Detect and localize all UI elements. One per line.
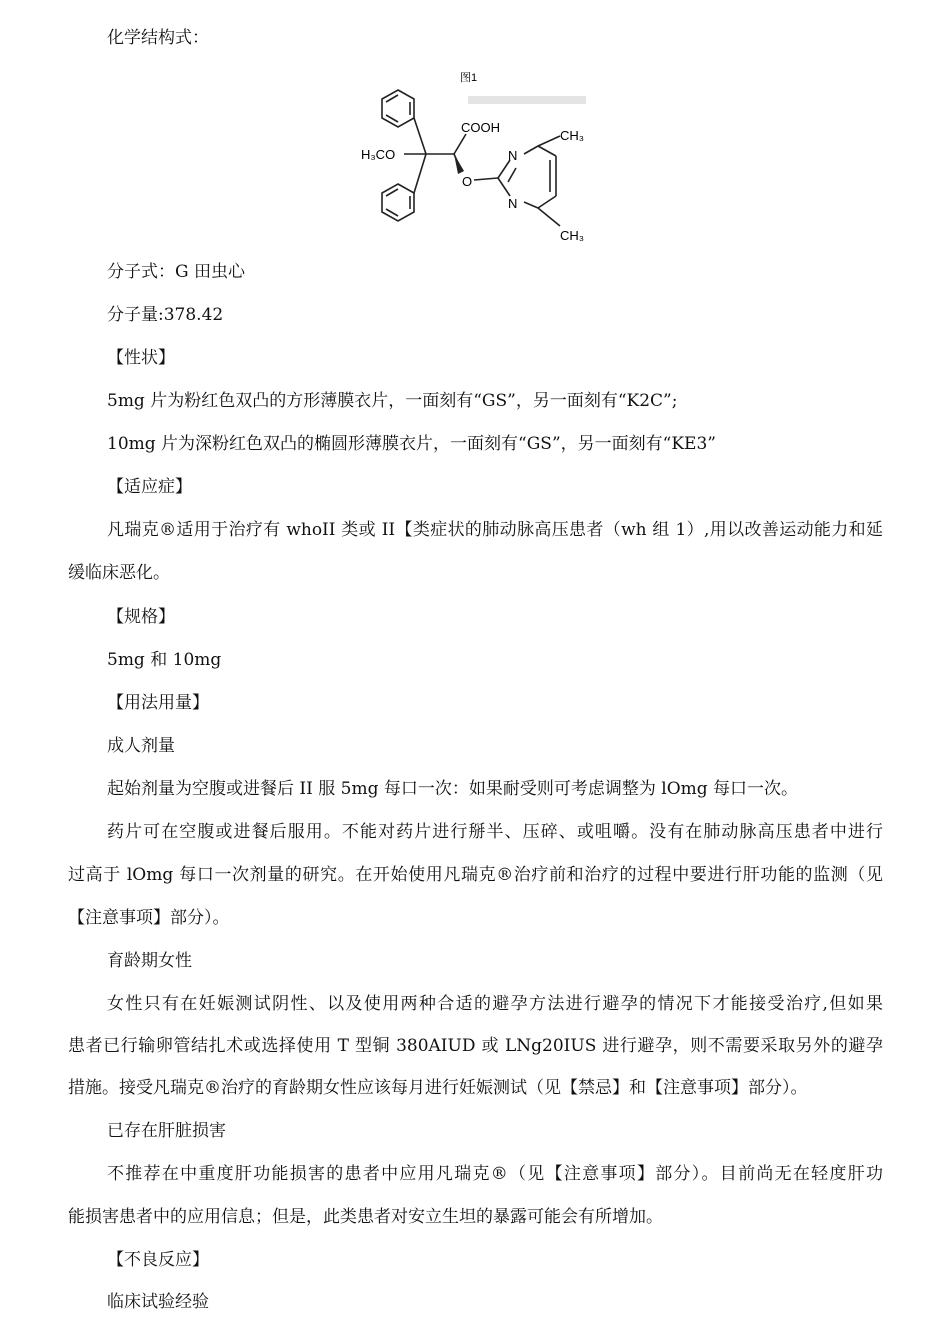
nitrogen-label-bottom: N bbox=[508, 196, 518, 211]
adult-dose-line-4: 【注意事项】部分）。 bbox=[68, 908, 230, 928]
molecular-weight: 分子量:378.42 bbox=[107, 305, 224, 325]
section-heading-adverse-reactions: 【不良反应】 bbox=[107, 1250, 209, 1270]
subheading-adult-dose: 成人剂量 bbox=[107, 736, 175, 756]
women-line-1: 女性只有在妊娠测试阴性、以及使用两种合适的避孕方法进行避孕的情况下才能接受治疗,但如果 bbox=[107, 994, 883, 1014]
chemical-structure-figure bbox=[358, 68, 590, 250]
specification-value: 5mg 和 10mg bbox=[107, 650, 222, 670]
section-heading-specification: 【规格】 bbox=[107, 607, 175, 627]
women-line-2: 患者已行输卵管结扎术或选择使用 T 型铜 380AIUD 或 LNg20IUS 进行避孕，则不需要采取另外的避孕 bbox=[68, 1036, 883, 1056]
methyl-label-top: CH₃ bbox=[560, 128, 585, 143]
molecule-bonds bbox=[382, 90, 560, 226]
liver-line-2: 能损害患者中的应用信息；但是，此类患者对安立生坦的暴露可能会有所增加。 bbox=[68, 1207, 663, 1227]
subheading-women-childbearing: 育龄期女性 bbox=[107, 951, 192, 971]
cooh-label: COOH bbox=[461, 120, 500, 135]
subheading-liver-impairment: 已存在肝脏损害 bbox=[107, 1121, 226, 1141]
women-line-3: 措施。接受凡瑞克®治疗的育龄期女性应该每月进行妊娠测试（见【禁忌】和【注意事项】部分）。 bbox=[68, 1078, 808, 1098]
indications-line-2: 缓临床恶化。 bbox=[68, 563, 170, 583]
nitrogen-label-top: N bbox=[508, 148, 518, 163]
chemical-structure-drawing bbox=[358, 68, 590, 250]
methyl-label-bottom: CH₃ bbox=[560, 228, 585, 243]
properties-10mg: 10mg 片为深粉红色双凸的椭圆形薄膜衣片，一面刻有“GS”，另一面刻有“KE3” bbox=[107, 434, 716, 454]
adult-dose-line-2: 药片可在空腹或进餐后服用。不能对药片进行掰半、压碎、或咀嚼。没有在肺动脉高压患者中进行 bbox=[107, 822, 883, 842]
section-heading-indications: 【适应症】 bbox=[107, 477, 192, 497]
indications-line-1: 凡瑞克®适用于治疗有 whoII 类或 II【类症状的肺动脉高压患者（wh 组 1）,用以改善运动能力和延 bbox=[107, 520, 883, 540]
figure-label: 图1 bbox=[460, 72, 478, 84]
properties-5mg: 5mg 片为粉红色双凸的方形薄膜衣片，一面刻有“GS”，另一面刻有“K2C”; bbox=[107, 391, 678, 411]
wedge-bond bbox=[454, 154, 464, 174]
adult-dose-line-1: 起始剂量为空腹或进餐后 II 服 5mg 每口一次：如果耐受则可考虑调整为 lOmg 每口一次。 bbox=[107, 779, 799, 799]
section-heading-properties: 【性状】 bbox=[107, 348, 175, 368]
oxygen-label: O bbox=[462, 174, 473, 189]
methoxy-label: H₃CO bbox=[361, 147, 396, 162]
adult-dose-line-3: 过高于 lOmg 每口一次剂量的研究。在开始使用凡瑞克®治疗前和治疗的过程中要进行肝功能的监测（见 bbox=[68, 865, 883, 885]
subheading-clinical-trials: 临床试验经验 bbox=[107, 1292, 209, 1312]
molecular-formula: 分子式：G 田虫心 bbox=[107, 262, 245, 282]
structure-heading: 化学结构式： bbox=[107, 28, 209, 48]
liver-line-1: 不推荐在中重度肝功能损害的患者中应用凡瑞克®（见【注意事项】部分）。目前尚无在轻度肝功 bbox=[107, 1164, 883, 1184]
scan-noise-band bbox=[468, 96, 586, 104]
section-heading-dosage: 【用法用量】 bbox=[107, 693, 209, 713]
